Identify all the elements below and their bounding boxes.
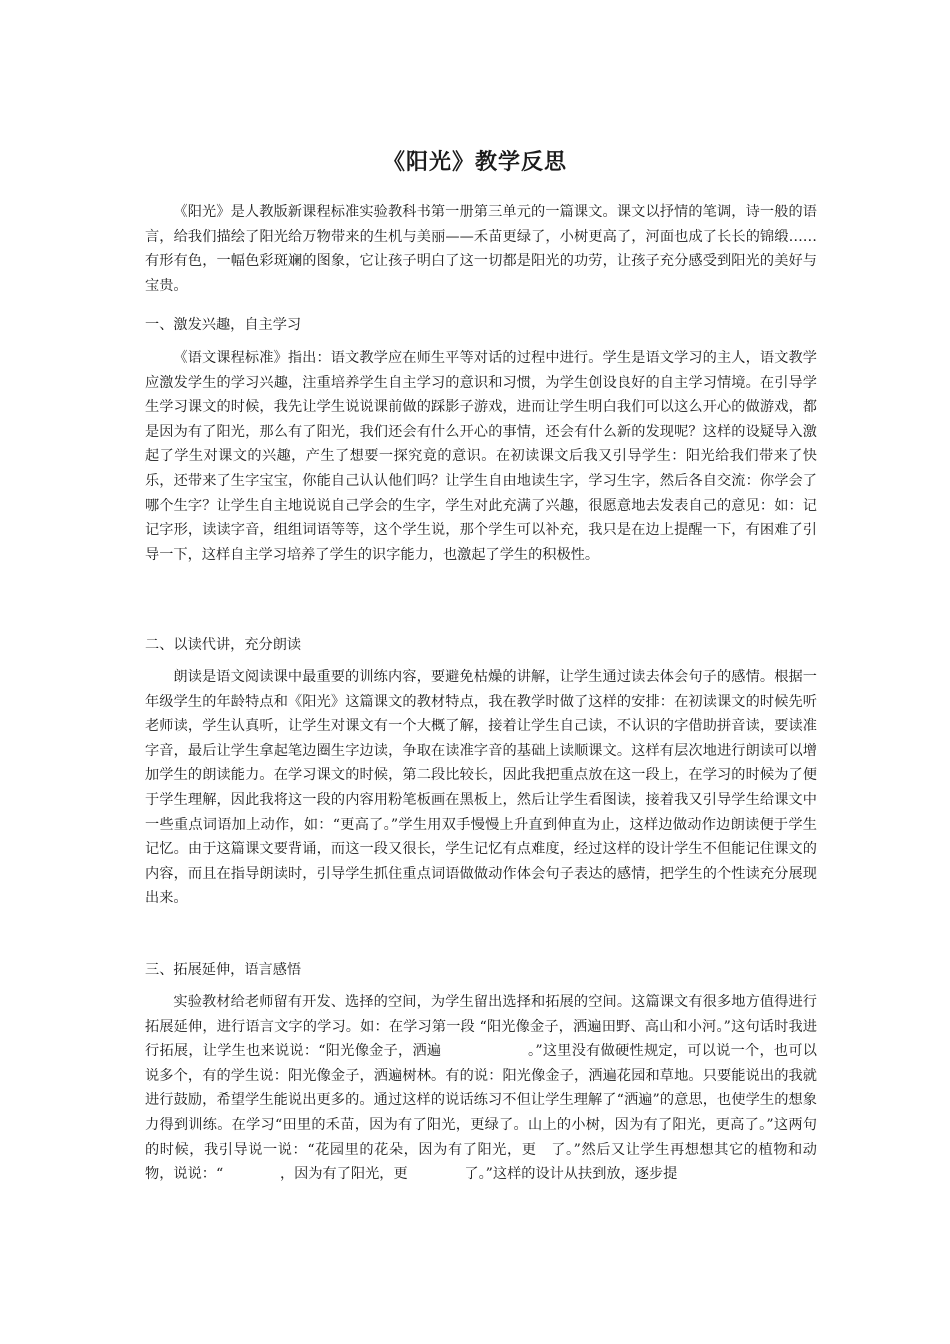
section-1-heading: 一、激发兴趣，自主学习: [145, 317, 302, 333]
document-title: 《阳光》教学反思: [382, 149, 567, 175]
section-2-heading: 二、以读代讲，充分朗读: [145, 637, 302, 653]
intro-paragraph: 《阳光》是人教版新课程标准实验教科书第一册第三单元的一篇课文。课文以抒情的笔调，诗一般的语言，给我们描绘了阳光给万物带来的生机与美丽——禾苗更绿了，小树更高了，河面也成了长长的锦缎……有形有色，一幅色彩斑斓的图象，它让孩子明白了这一切都是阳光的功劳，让孩子充分感受到阳光的美好与宝贵。: [145, 204, 817, 294]
section-3-heading: 三、拓展延伸，语言感悟: [145, 962, 302, 978]
section-1-body: 《语文课程标准》指出：语文教学应在师生平等对话的过程中进行。学生是语文学习的主人，语文教学应激发学生的学习兴趣，注重培养学生自主学习的意识和习惯，为学生创设良好的自主学习情境。在引导学生学习课文的时候，我先让学生说说课前做的踩影子游戏，进而让学生明白我们可以这么开心的做游戏，都是因为有了阳光，那么有了阳光，我们还会有什么开心的事情，还会有什么新的发现呢？这样的设疑导入激起了学生对课文的兴趣，产生了想要一探究竟的意识。在初读课文后我又引导学生：阳光给我们带来了快乐，还带来了生字宝宝，你能自己认认他们吗？让学生自由地读生字，学习生字，然后各自交流：你学会了哪个生字？让学生自主地说说自己学会的生字，学生对此充满了兴趣，很愿意地去发表自己的意见：如：记记字形，读读字音，组组词语等等，这个学生说，那个学生可以补充，我只是在边上提醒一下，有困难了引导一下，这样自主学习培养了学生的识字能力，也激起了学生的积极性。: [145, 350, 817, 563]
section-2-body: 朗读是语文阅读课中最重要的训练内容，要避免枯燥的讲解，让学生通过读去体会句子的感情。根据一年级学生的年龄特点和《阳光》这篇课文的教材特点，我在教学时做了这样的安排：在初读课文的时候先听老师读，学生认真听，让学生对课文有一个大概了解，接着让学生自己读，不认识的字借助拼音读，要读准字音，最后让学生拿起笔边圈生字边读，争取在读准字音的基础上读顺课文。这样有层次地进行朗读可以增加学生的朗读能力。在学习课文的时候，第二段比较长，因此我把重点放在这一段上，在学习的时候为了便于学生理解，因此我将这一段的内容用粉笔板画在黑板上，然后让学生看图读，接着我又引导学生给课文中一些重点词语加上动作，如：“更高了。”学生用双手慢慢上升直到伸直为止，这样边做动作边朗读便于学生记忆。由于这篇课文要背诵，而这一段又很长，学生记忆有点难度，经过这样的设计学生不但能记住课文的内容，而且在指导朗读时，引导学生抓住重点词语做做动作体会句子表达的感情，把学生的个性读充分展现出来。: [145, 669, 817, 907]
section-3-body: 实验教材给老师留有开发、选择的空间，为学生留出选择和拓展的空间。这篇课文有很多地方值得进行拓展延伸，进行语言文字的学习。如：在学习第一段 “阳光像金子，洒遍田野、高山和小河。”这句话时我进行拓展，让学生也来说说：“阳光像金子，洒遍 。”这里没有做硬性规定，可以说一个，也可以说多个，有的学生说：阳光像金子，洒遍树林。有的说：阳光像金子，洒遍花园和草地。只要能说出的我就进行鼓励，希望学生能说出更多的。通过这样的说话练习不但让学生理解了“洒遍”的意思，也使学生的想象力得到训练。在学习“田里的禾苗，因为有了阳光，更绿了。山上的小树，因为有了阳光，更高了。”这两句的时候，我引导说一说：“花园里的花朵，因为有了阳光，更 了。”然后又让学生再想想其它的植物和动物，说说：“ ，因为有了阳光，更 了。”这样的设计从扶到放，逐步提: [145, 994, 817, 1183]
